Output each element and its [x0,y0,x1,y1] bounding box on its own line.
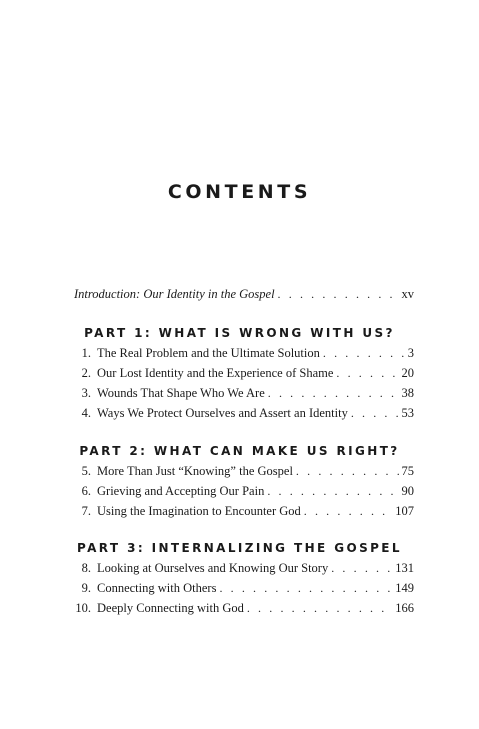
toc-entry-chapter-10 [70,601,414,616]
toc-entry-chapter-7 [70,504,414,519]
chapter-title: Our Lost Identity and the Experience of Shame [97,366,334,380]
toc-entry-chapter-6 [70,484,414,499]
part-1-heading: PART 1: WHAT IS WRONG WITH US? [84,326,395,340]
chapter-page-number: 75 [401,464,414,478]
toc-entry-introduction [74,287,414,302]
dot-leader [219,581,392,596]
chapter-page-number: 166 [395,601,414,615]
toc-entry-chapter-9 [70,581,414,596]
part-2-heading: PART 2: WHAT CAN MAKE US RIGHT? [79,444,400,458]
chapter-page-number: 53 [401,406,414,420]
chapter-title: Looking at Ourselves and Knowing Our Story [97,561,329,575]
chapter-page-number: 131 [395,561,414,575]
toc-entry-chapter-2 [70,366,414,381]
chapter-number: 5. [81,464,91,478]
chapter-title: More Than Just “Knowing” the Gospel [97,464,293,478]
contents-heading: CONTENTS [167,181,312,203]
chapter-number: 9. [81,581,91,595]
chapter-number: 4. [81,406,91,420]
chapter-number: 1. [81,346,91,360]
intro-title: Introduction: Our Identity in the Gospel [74,287,275,301]
chapter-number: 2. [81,366,91,380]
dot-leader [268,386,399,401]
dot-leader [278,287,399,302]
toc-entry-chapter-8 [70,561,414,576]
part-3-heading: PART 3: INTERNALIZING THE GOSPEL [77,541,402,555]
chapter-title: Deeply Connecting with God [97,601,244,615]
dot-leader [331,561,392,576]
intro-page-number: xv [401,287,414,301]
chapter-page-number: 3 [407,346,414,360]
toc-entry-chapter-4 [70,406,414,421]
chapter-title: Grieving and Accepting Our Pain [97,484,265,498]
dot-leader [336,366,398,381]
dot-leader [351,406,399,421]
chapter-title: The Real Problem and the Ultimate Solution [97,346,320,360]
toc-entry-chapter-5 [70,464,414,479]
chapter-page-number: 20 [401,366,414,380]
chapter-page-number: 90 [401,484,414,498]
dot-leader [247,601,392,616]
chapter-number: 6. [81,484,91,498]
chapter-page-number: 107 [395,504,414,518]
toc-entry-chapter-3 [70,386,414,401]
toc-entry-chapter-1 [70,346,414,361]
chapter-number: 10. [75,601,91,615]
chapter-title: Ways We Protect Ourselves and Assert an Identity [97,406,348,420]
chapter-page-number: 149 [395,581,414,595]
chapter-title: Connecting with Others [97,581,217,595]
dot-leader [323,346,405,361]
chapter-title: Using the Imagination to Encounter God [97,504,301,518]
chapter-page-number: 38 [401,386,414,400]
chapter-number: 3. [81,386,91,400]
dot-leader [296,464,399,479]
chapter-title: Wounds That Shape Who We Are [97,386,265,400]
chapter-number: 7. [81,504,91,518]
dot-leader [304,504,392,519]
chapter-number: 8. [81,561,91,575]
dot-leader [267,484,398,499]
